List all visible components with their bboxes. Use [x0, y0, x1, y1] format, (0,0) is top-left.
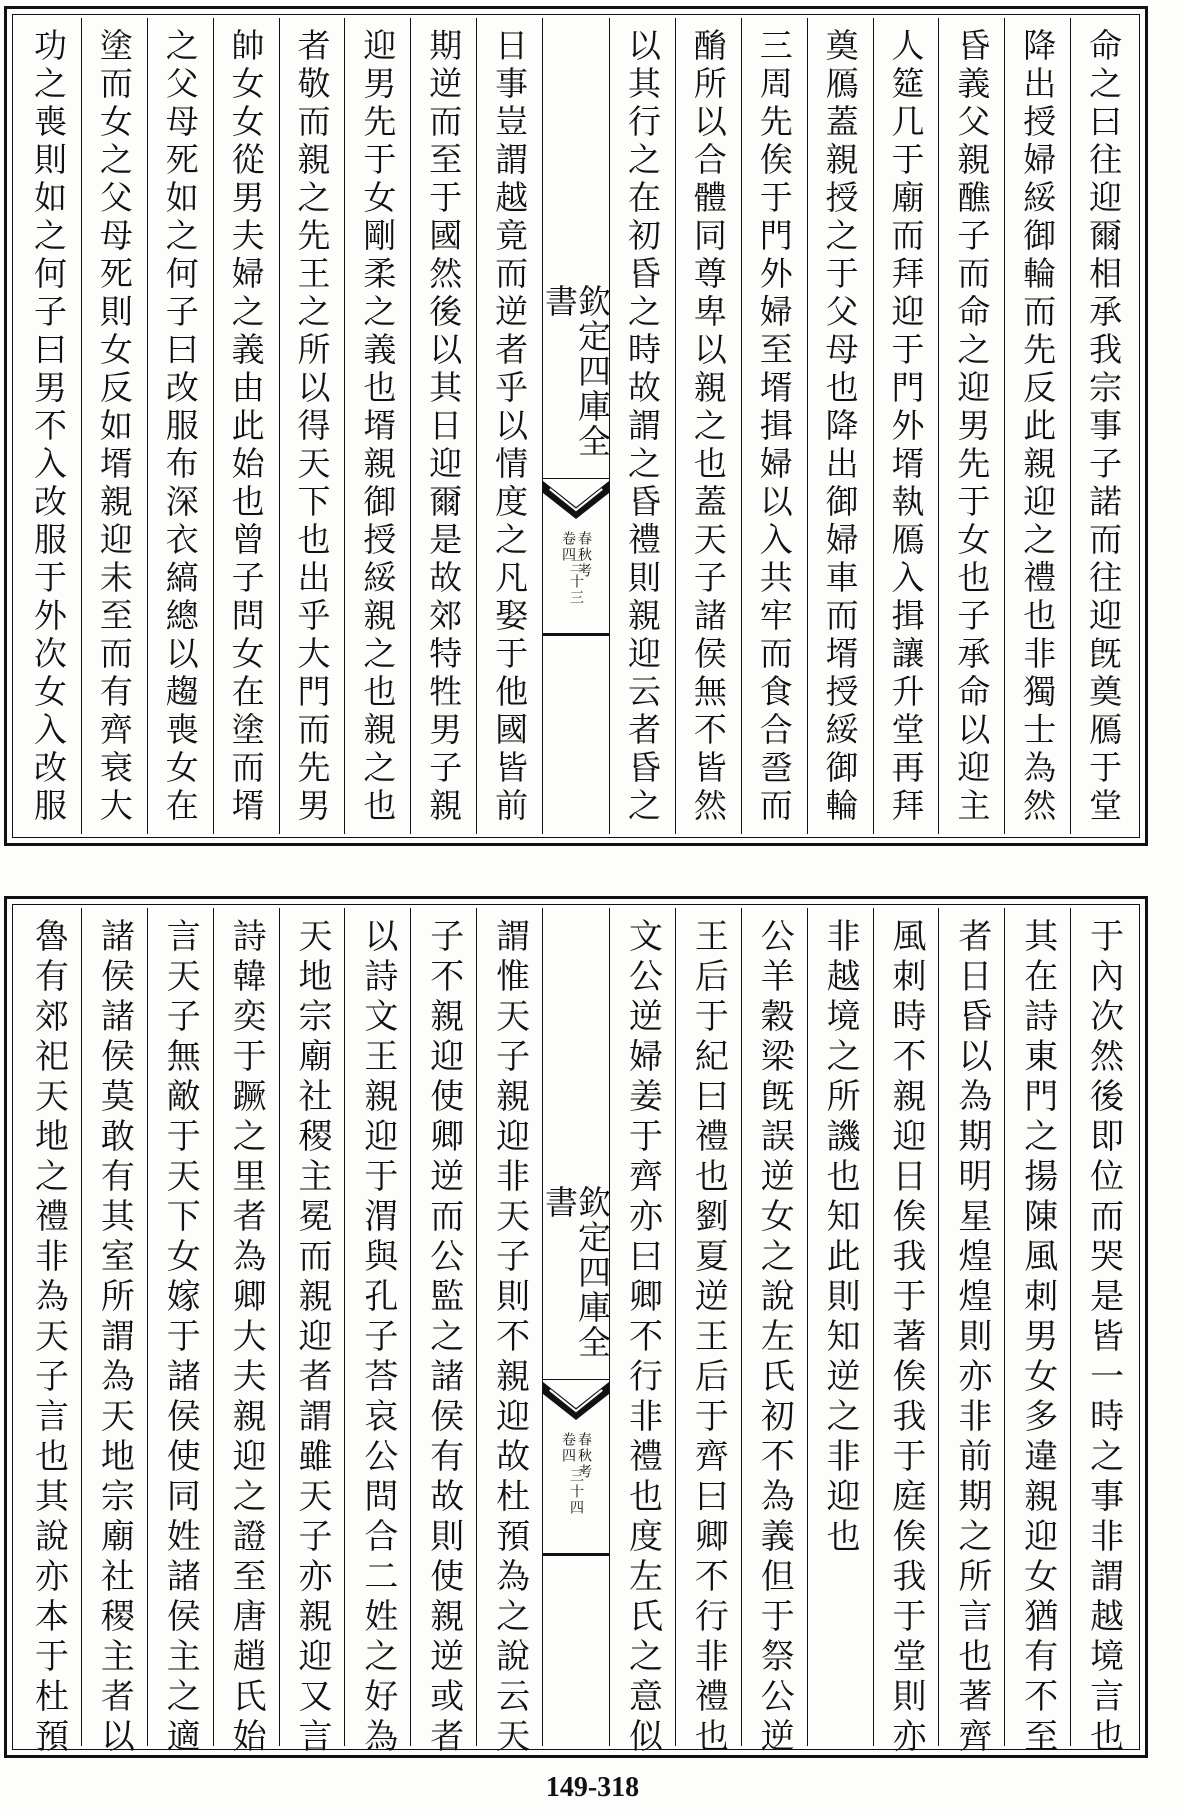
upper-text-column-6 — [741, 18, 807, 834]
column-text: 王后于紀曰禮也劉夏逆王后于齊曰卿不行非禮也 — [688, 918, 729, 1758]
column-text: 子不親迎使卿逆而公監之諸侯有故則使親逆或者 — [423, 918, 464, 1758]
upper-text-column-4 — [873, 18, 939, 834]
column-text: 風刺時不親迎日俟我于著俟我于庭俟我于堂則亦 — [885, 918, 926, 1758]
book-title — [540, 274, 612, 479]
lower-text-column-10 — [410, 908, 476, 1758]
upper-text-column-10 — [410, 18, 476, 834]
column-text: 言天子無敵于天下女嫁于諸侯使同姓諸侯主之適 — [160, 918, 201, 1758]
column-text: 人筵几于廟而拜迎于門外壻執鴈入揖讓升堂再拜 — [886, 28, 926, 826]
upper-leaf-columns — [16, 18, 1136, 834]
lower-center-fold — [540, 908, 612, 1746]
column-text: 詩韓奕于蹶之里者為卿大夫親迎之證至唐趙氏始 — [226, 918, 267, 1758]
lower-text-column-8 — [609, 908, 675, 1758]
section-title: 春秋考 — [576, 530, 592, 579]
upper-center-fold — [540, 18, 612, 834]
lower-text-column-11 — [344, 908, 410, 1758]
upper-text-column-3 — [938, 18, 1004, 834]
upper-text-column-11 — [344, 18, 410, 834]
column-text: 以其行之在初昏之時故謂之昏禮則親迎云者昏之 — [622, 28, 662, 826]
column-text: 諸侯諸侯莫敢有其室所謂為天地宗廟社稷主者以 — [94, 918, 135, 1758]
column-text: 奠鴈蓋親授之于父母也降出御婦車而壻授綏御輪 — [820, 28, 860, 826]
upper-text-column-1 — [1070, 18, 1136, 834]
page-number: 149-318 — [545, 1772, 640, 1803]
lower-text-column-13 — [213, 908, 279, 1758]
column-text: 之父母死如之何子曰改服布深衣縞總以趨喪女在 — [160, 28, 200, 826]
lower-text-column-12 — [279, 908, 345, 1758]
column-text: 天地宗廟社稷主冕而親迎者謂雖天子亦親迎又言 — [291, 918, 332, 1758]
lower-text-column-15 — [81, 908, 147, 1758]
lower-text-column-6 — [741, 908, 807, 1758]
upper-text-column-2 — [1004, 18, 1070, 834]
column-text: 其在詩東門之揚陳風刺男女多違親迎女猶有不至 — [1017, 918, 1058, 1758]
section-title: 春秋考 — [576, 1431, 592, 1480]
upper-text-column-13 — [213, 18, 279, 834]
lower-text-column-7 — [675, 908, 741, 1758]
column-text: 塗而女之父母死則女反如壻親迎未至而有齊衰大 — [94, 28, 134, 826]
lower-text-column-9 — [476, 908, 542, 1758]
column-text: 三周先俟于門外婦至壻揖婦以入共牢而食合巹而 — [754, 28, 794, 826]
lower-text-column-16 — [16, 908, 81, 1758]
volume-label: 卷四 — [560, 530, 576, 563]
lower-text-column-3 — [938, 908, 1004, 1758]
lower-text-column-1 — [1070, 908, 1136, 1758]
fold-bar — [543, 633, 609, 636]
upper-text-column-16 — [16, 18, 81, 834]
column-text: 日事豈謂越竟而逆者乎以情度之凡娶于他國皆前 — [490, 28, 530, 826]
leaf-number-text: 三十四 — [568, 1468, 584, 1516]
leaf-number — [543, 558, 609, 606]
upper-text-column-7 — [675, 18, 741, 834]
upper-leaf — [4, 6, 1148, 846]
column-text: 迎男先于女剛柔之義也壻親御授綏親之也親之也 — [358, 28, 398, 826]
fish-tail-mark-icon — [543, 479, 609, 525]
lower-leaf-columns — [16, 908, 1136, 1758]
column-text: 降出授婦綏御輪而先反此親迎之禮也非獨士為然 — [1018, 28, 1058, 826]
upper-text-column-8 — [609, 18, 675, 834]
column-text: 期逆而至于國然後以其日迎爾是故郊特牲男子親 — [424, 28, 464, 826]
lower-leaf — [4, 896, 1148, 1758]
column-text: 酳所以合體同尊卑以親之也蓋天子諸侯無不皆然 — [688, 28, 728, 826]
column-text: 者日昏以為期明星煌煌則亦非前期之所言也著齊 — [951, 918, 992, 1758]
column-text: 者敬而親之先王之所以得天下也出乎大門而先男 — [292, 28, 332, 826]
lower-text-column-5 — [807, 908, 873, 1746]
volume-label: 卷四 — [560, 1431, 576, 1464]
book-title — [540, 1175, 612, 1380]
leaf-number — [543, 1468, 609, 1516]
upper-text-column-14 — [147, 18, 213, 834]
column-text: 文公逆婦姜于齊亦曰卿不行非禮也度左氏之意似 — [622, 918, 663, 1758]
upper-text-column-5 — [807, 18, 873, 834]
leaf-number-text: 三十三 — [568, 558, 584, 606]
column-text: 謂惟天子親迎非天子則不親迎故杜預為之說云天 — [489, 918, 530, 1758]
lower-text-column-4 — [873, 908, 939, 1758]
column-text: 昏義父親醮子而命之迎男先于女也子承命以迎主 — [952, 28, 992, 826]
column-text: 命之曰往迎爾相承我宗事子諾而往迎旣奠鴈于堂 — [1084, 28, 1124, 826]
lower-text-column-2 — [1004, 908, 1070, 1758]
column-text: 帥女女從男夫婦之義由此始也曾子問女在塗而壻 — [226, 28, 266, 826]
column-text: 公羊穀梁旣誤逆女之說左氏初不為義但于祭公逆 — [754, 918, 795, 1758]
book-title-text: 欽定四庫全書 — [540, 1184, 612, 1360]
book-title-text: 欽定四庫全書 — [540, 283, 612, 459]
fold-bar — [543, 1553, 609, 1556]
column-text: 非越境之所譏也知此則知逆之非迎也 — [820, 918, 861, 1558]
column-text: 于內次然後即位而哭是皆一時之事非謂越境言也 — [1083, 918, 1124, 1758]
column-text: 魯有郊祀天地之禮非為天子言也其說亦本于杜預 — [28, 918, 69, 1758]
column-text: 以詩文王親迎于渭與孔子荅哀公問合二姓之好為 — [357, 918, 398, 1758]
fish-tail-mark-icon — [543, 1380, 609, 1426]
lower-text-column-14 — [147, 908, 213, 1758]
upper-text-column-9 — [476, 18, 542, 834]
upper-text-column-12 — [279, 18, 345, 834]
column-text: 功之喪則如之何子曰男不入改服于外次女入改服 — [28, 28, 68, 826]
upper-text-column-15 — [81, 18, 147, 834]
